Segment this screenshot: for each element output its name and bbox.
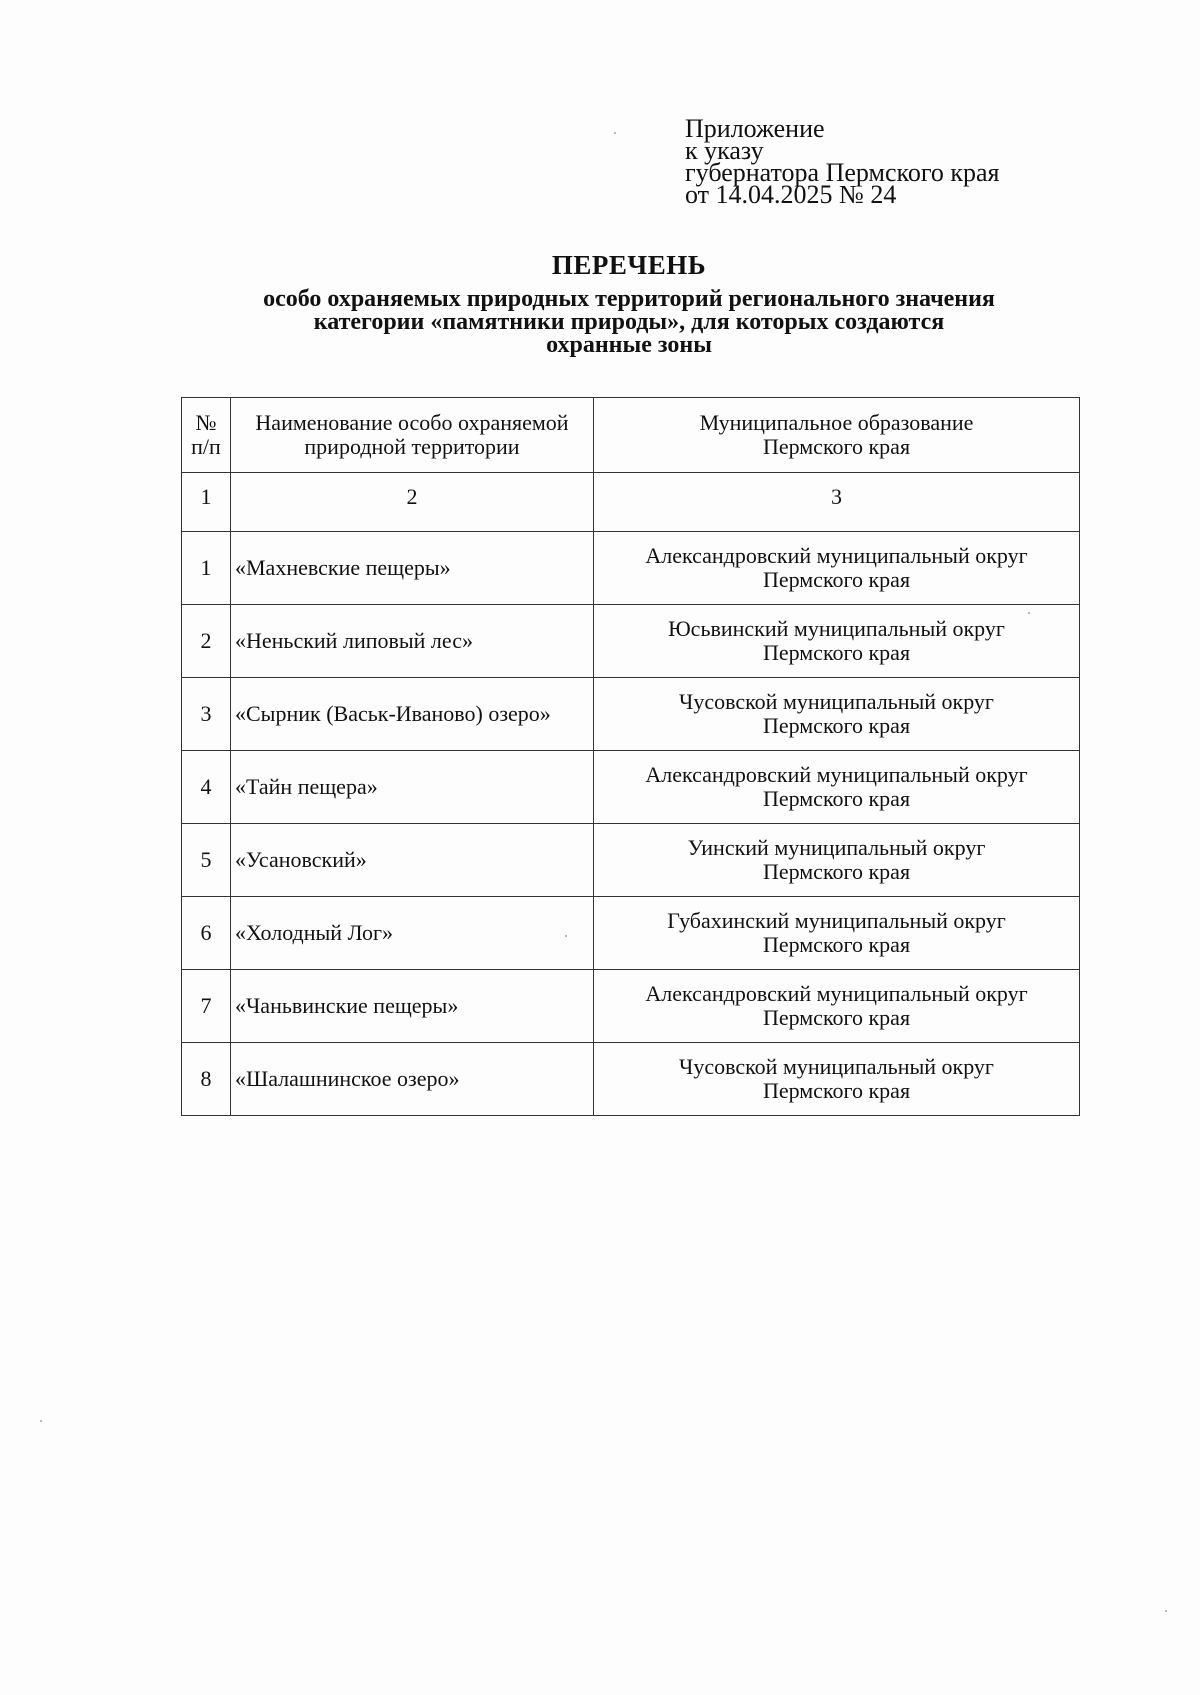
- header-municipality-line: Пермского края: [762, 434, 911, 459]
- region-name: Пермского края: [762, 640, 911, 665]
- row-num-cell: 2: [182, 605, 231, 678]
- row-num-cell: 1: [182, 532, 231, 605]
- subtitle-line: категории «памятники природы», для которых создаются: [313, 309, 945, 335]
- row-name-cell: «Махневские пещеры»: [231, 532, 594, 605]
- municipality-name: Губахинский муниципальный округ: [667, 908, 1006, 933]
- header-name-line: природной территории: [304, 434, 520, 459]
- column-number-row: [182, 473, 1080, 532]
- row-municipality-cell: [594, 970, 1080, 1043]
- column-number-cell: 3: [594, 473, 1080, 532]
- row-name-cell: «Шалашнинское озеро»: [231, 1043, 594, 1116]
- table-header-row: [182, 398, 1080, 473]
- row-name-cell: «Тайн пещера»: [231, 751, 594, 824]
- row-municipality-cell: [594, 532, 1080, 605]
- row-municipality-cell: [594, 897, 1080, 970]
- scan-speck: [1165, 1610, 1167, 1612]
- subtitle-line: особо охраняемых природных территорий регионального значения: [263, 286, 995, 312]
- document-subtitle: [180, 288, 1078, 357]
- municipality-name: Александровский муниципальный округ: [645, 762, 1028, 787]
- row-municipality-cell: [594, 605, 1080, 678]
- column-number-cell: 1: [182, 473, 231, 532]
- header-name-line: Наименование особо охраняемой: [255, 410, 569, 435]
- header-num-symbol: №: [195, 410, 217, 435]
- document-title: ПЕРЕЧЕНЬ: [551, 250, 707, 280]
- region-name: Пермского края: [762, 1078, 911, 1103]
- appendix-block: [685, 114, 1000, 209]
- row-municipality-cell: [594, 824, 1080, 897]
- row-num-cell: 5: [182, 824, 231, 897]
- region-name: Пермского края: [762, 786, 911, 811]
- table-row: [182, 897, 1080, 970]
- header-municipality-cell: [594, 398, 1080, 473]
- scan-speck: [565, 935, 567, 937]
- region-name: Пермского края: [762, 713, 911, 738]
- header-name-cell: [231, 398, 594, 473]
- region-name: Пермского края: [762, 1005, 911, 1030]
- row-num-cell: 6: [182, 897, 231, 970]
- table-row: [182, 751, 1080, 824]
- table-row: [182, 678, 1080, 751]
- municipality-name: Александровский муниципальный округ: [645, 543, 1028, 568]
- row-municipality-cell: [594, 1043, 1080, 1116]
- municipality-name: Юсьвинский муниципальный округ: [668, 616, 1005, 641]
- appendix-line: Приложение: [685, 114, 825, 143]
- row-name-cell: «Чаньвинские пещеры»: [231, 970, 594, 1043]
- header-municipality-line: Муниципальное образование: [699, 410, 974, 435]
- region-name: Пермского края: [762, 859, 911, 884]
- municipality-name: Чусовской муниципальный округ: [679, 689, 994, 714]
- region-name: Пермского края: [762, 567, 911, 592]
- appendix-line: губернатора Пермского края: [685, 158, 1000, 187]
- scan-speck: [40, 1420, 42, 1422]
- row-municipality-cell: [594, 678, 1080, 751]
- table-row: [182, 824, 1080, 897]
- territories-table: [181, 397, 1080, 1116]
- subtitle-line: охранные зоны: [546, 332, 712, 358]
- region-name: Пермского края: [762, 932, 911, 957]
- table-row: [182, 970, 1080, 1043]
- table-row: [182, 532, 1080, 605]
- row-num-cell: 7: [182, 970, 231, 1043]
- table-row: [182, 605, 1080, 678]
- header-num-cell: [182, 398, 231, 473]
- row-num-cell: 4: [182, 751, 231, 824]
- scan-speck: [614, 132, 616, 134]
- header-num-abbr: п/п: [191, 434, 221, 459]
- municipality-name: Чусовской муниципальный округ: [679, 1054, 994, 1079]
- row-name-cell: «Неньский липовый лес»: [231, 605, 594, 678]
- table-row: [182, 1043, 1080, 1116]
- row-name-cell: «Сырник (Васьк-Иваново) озеро»: [231, 678, 594, 751]
- scan-speck: [1028, 612, 1030, 614]
- appendix-line: от 14.04.2025 № 24: [685, 180, 897, 209]
- column-number-cell: 2: [231, 473, 594, 532]
- row-name-cell: «Холодный Лог»: [231, 897, 594, 970]
- appendix-line: к указу: [685, 136, 764, 165]
- row-municipality-cell: [594, 751, 1080, 824]
- row-name-cell: «Усановский»: [231, 824, 594, 897]
- row-num-cell: 8: [182, 1043, 231, 1116]
- municipality-name: Уинский муниципальный округ: [687, 835, 986, 860]
- row-num-cell: 3: [182, 678, 231, 751]
- municipality-name: Александровский муниципальный округ: [645, 981, 1028, 1006]
